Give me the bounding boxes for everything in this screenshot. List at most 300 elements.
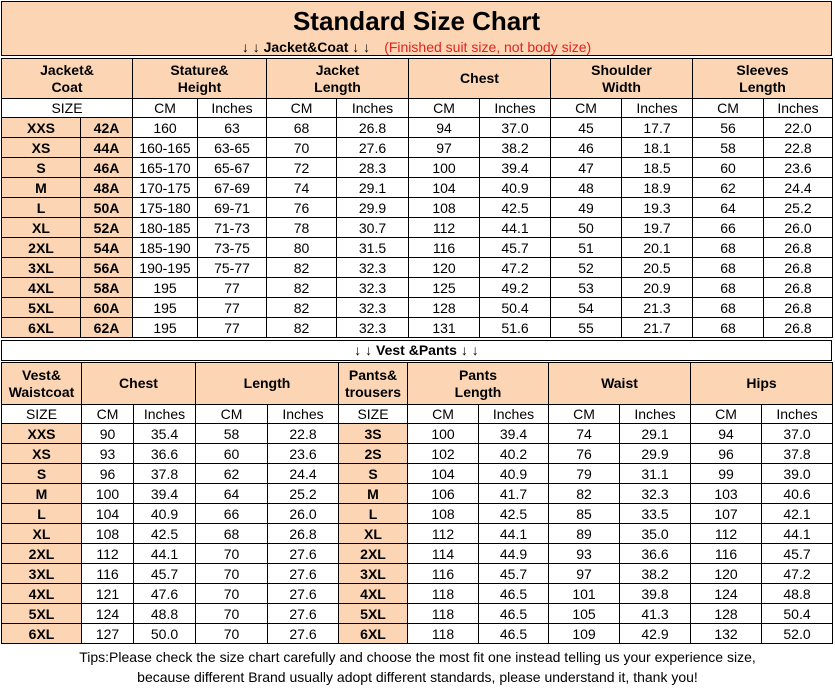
measurement-cell: 103 xyxy=(691,484,762,504)
table-row xyxy=(2,504,833,524)
measurement-cell: 93 xyxy=(549,544,620,564)
unit-header: SIZE xyxy=(339,405,408,424)
unit-header: Inches xyxy=(620,405,691,424)
header-waist xyxy=(549,363,691,405)
measurement-cell: 106 xyxy=(408,484,479,504)
unit-header: CM xyxy=(196,405,268,424)
header-label: Chest xyxy=(460,70,499,86)
measurement-cell: 68 xyxy=(196,524,268,544)
measurement-cell: 29.1 xyxy=(337,178,409,198)
measurement-cell: 39.4 xyxy=(479,424,549,444)
size-code: XS xyxy=(2,138,81,158)
measurement-cell: 22.0 xyxy=(764,118,833,138)
measurement-cell: 26.8 xyxy=(764,298,833,318)
measurement-cell: 121 xyxy=(82,584,134,604)
measurement-cell: 69-71 xyxy=(198,198,267,218)
size-code: XL xyxy=(2,218,81,238)
measurement-cell: 37.8 xyxy=(134,464,196,484)
measurement-cell: 26.8 xyxy=(764,258,833,278)
measurement-cell: 100 xyxy=(409,158,480,178)
measurement-cell: 32.3 xyxy=(620,484,691,504)
measurement-cell: 99 xyxy=(691,464,762,484)
measurement-cell: 20.9 xyxy=(622,278,693,298)
measurement-cell: 45.7 xyxy=(479,564,549,584)
measurement-cell: 175-180 xyxy=(133,198,198,218)
measurement-cell: 76 xyxy=(267,198,337,218)
measurement-cell: 26.0 xyxy=(764,218,833,238)
measurement-cell: 67-69 xyxy=(198,178,267,198)
measurement-cell: 31.5 xyxy=(337,238,409,258)
measurement-cell: 27.6 xyxy=(268,564,339,584)
measurement-cell: 25.2 xyxy=(268,484,339,504)
table-row xyxy=(2,424,833,444)
measurement-cell: 96 xyxy=(82,464,134,484)
measurement-cell: 37.8 xyxy=(762,444,833,464)
table-row xyxy=(2,178,833,198)
size-code: 3XL xyxy=(2,258,81,278)
measurement-cell: 39.8 xyxy=(620,584,691,604)
jacket-section-banner xyxy=(2,38,831,56)
measurement-cell: 93 xyxy=(82,444,134,464)
measurement-cell: 41.7 xyxy=(479,484,549,504)
measurement-cell: 30.7 xyxy=(337,218,409,238)
measurement-cell: 68 xyxy=(693,258,764,278)
header-chest xyxy=(82,363,196,405)
measurement-cell: 46.5 xyxy=(479,604,549,624)
measurement-cell: 52 xyxy=(551,258,622,278)
unit-header: Inches xyxy=(480,99,551,118)
header-label: Pants Length xyxy=(454,366,502,400)
size-code: 6XL xyxy=(2,624,82,644)
measurement-cell: 116 xyxy=(409,238,480,258)
size-code: L xyxy=(2,198,81,218)
measurement-cell: 82 xyxy=(267,258,337,278)
table-row xyxy=(2,624,833,644)
measurement-cell: 27.6 xyxy=(268,624,339,644)
measurement-cell: 65-67 xyxy=(198,158,267,178)
measurement-cell: 195 xyxy=(133,298,198,318)
measurement-cell: 29.9 xyxy=(620,444,691,464)
measurement-cell: 116 xyxy=(82,564,134,584)
size-alt-code: 50A xyxy=(81,198,133,218)
measurement-cell: 108 xyxy=(82,524,134,544)
size-code: 2XL xyxy=(2,544,82,564)
measurement-cell: 70 xyxy=(196,584,268,604)
measurement-cell: 74 xyxy=(267,178,337,198)
size-code: L xyxy=(339,504,408,524)
measurement-cell: 125 xyxy=(409,278,480,298)
tips-line: because different Brand usually adopt different standards, please understand it, thank you! xyxy=(137,669,698,685)
measurement-cell: 44.1 xyxy=(762,524,833,544)
measurement-cell: 27.6 xyxy=(268,604,339,624)
measurement-cell: 24.4 xyxy=(268,464,339,484)
measurement-cell: 112 xyxy=(409,218,480,238)
measurement-cell: 112 xyxy=(82,544,134,564)
measurement-cell: 47.2 xyxy=(762,564,833,584)
size-alt-code: 56A xyxy=(81,258,133,278)
measurement-cell: 39.0 xyxy=(762,464,833,484)
size-alt-code: 52A xyxy=(81,218,133,238)
measurement-cell: 45 xyxy=(551,118,622,138)
measurement-cell: 60 xyxy=(196,444,268,464)
title-banner xyxy=(1,1,832,56)
measurement-cell: 50 xyxy=(551,218,622,238)
measurement-cell: 32.3 xyxy=(337,298,409,318)
measurement-cell: 23.6 xyxy=(268,444,339,464)
measurement-cell: 120 xyxy=(409,258,480,278)
size-alt-code: 60A xyxy=(81,298,133,318)
size-code: 2XL xyxy=(339,544,408,564)
measurement-cell: 70 xyxy=(267,138,337,158)
measurement-cell: 94 xyxy=(691,424,762,444)
measurement-cell: 32.3 xyxy=(337,258,409,278)
unit-header: CM xyxy=(551,99,622,118)
measurement-cell: 76 xyxy=(549,444,620,464)
measurement-cell: 55 xyxy=(551,318,622,338)
measurement-cell: 104 xyxy=(409,178,480,198)
measurement-cell: 49.2 xyxy=(480,278,551,298)
measurement-cell: 19.7 xyxy=(622,218,693,238)
measurement-cell: 31.1 xyxy=(620,464,691,484)
measurement-cell: 56 xyxy=(693,118,764,138)
measurement-cell: 82 xyxy=(267,298,337,318)
measurement-cell: 45.7 xyxy=(762,544,833,564)
measurement-cell: 40.9 xyxy=(134,504,196,524)
unit-header: CM xyxy=(408,405,479,424)
measurement-cell: 104 xyxy=(82,504,134,524)
measurement-cell: 74 xyxy=(549,424,620,444)
table-row xyxy=(2,198,833,218)
measurement-cell: 64 xyxy=(693,198,764,218)
measurement-cell: 54 xyxy=(551,298,622,318)
measurement-cell: 29.1 xyxy=(620,424,691,444)
measurement-cell: 112 xyxy=(408,524,479,544)
measurement-cell: 26.8 xyxy=(764,278,833,298)
measurement-cell: 36.6 xyxy=(134,444,196,464)
measurement-cell: 36.6 xyxy=(620,544,691,564)
unit-header: CM xyxy=(691,405,762,424)
size-code: 4XL xyxy=(339,584,408,604)
header-pants-trousers xyxy=(339,363,408,405)
measurement-cell: 100 xyxy=(408,424,479,444)
measurement-cell: 46 xyxy=(551,138,622,158)
table-row xyxy=(2,138,833,158)
size-alt-code: 42A xyxy=(81,118,133,138)
measurement-cell: 112 xyxy=(691,524,762,544)
measurement-cell: 75-77 xyxy=(198,258,267,278)
size-code: M xyxy=(2,484,82,504)
size-code: 4XL xyxy=(2,278,81,298)
table-row xyxy=(2,238,833,258)
measurement-cell: 63-65 xyxy=(198,138,267,158)
header-label: Jacket& Coat xyxy=(40,61,94,95)
size-code: 5XL xyxy=(339,604,408,624)
measurement-cell: 77 xyxy=(198,318,267,338)
header-label: Vest& Waistcoat xyxy=(8,366,75,400)
measurement-cell: 90 xyxy=(82,424,134,444)
unit-header: CM xyxy=(693,99,764,118)
unit-header: Inches xyxy=(268,405,339,424)
measurement-cell: 108 xyxy=(408,504,479,524)
size-code: 6XL xyxy=(339,624,408,644)
measurement-cell: 63 xyxy=(198,118,267,138)
measurement-cell: 48.8 xyxy=(762,584,833,604)
measurement-cell: 42.1 xyxy=(762,504,833,524)
measurement-cell: 85 xyxy=(549,504,620,524)
measurement-cell: 37.0 xyxy=(762,424,833,444)
tips-note xyxy=(0,647,835,687)
measurement-cell: 68 xyxy=(693,278,764,298)
measurement-cell: 80 xyxy=(267,238,337,258)
table-row xyxy=(2,584,833,604)
measurement-cell: 96 xyxy=(691,444,762,464)
measurement-cell: 116 xyxy=(691,544,762,564)
measurement-cell: 37.0 xyxy=(480,118,551,138)
measurement-cell: 26.0 xyxy=(268,504,339,524)
vest-section-banner: ↓ ↓ Vest &Pants ↓ ↓ xyxy=(1,340,832,361)
unit-header: Inches xyxy=(762,405,833,424)
measurement-cell: 32.3 xyxy=(337,318,409,338)
measurement-cell: 35.4 xyxy=(134,424,196,444)
measurement-cell: 64 xyxy=(196,484,268,504)
measurement-cell: 18.9 xyxy=(622,178,693,198)
measurement-cell: 28.3 xyxy=(337,158,409,178)
measurement-cell: 68 xyxy=(693,238,764,258)
measurement-cell: 27.6 xyxy=(268,584,339,604)
size-code: 3XL xyxy=(339,564,408,584)
size-code: 5XL xyxy=(2,298,81,318)
measurement-cell: 47 xyxy=(551,158,622,178)
measurement-cell: 82 xyxy=(549,484,620,504)
size-code: S xyxy=(339,464,408,484)
measurement-cell: 22.8 xyxy=(764,138,833,158)
table-row xyxy=(2,544,833,564)
measurement-cell: 41.3 xyxy=(620,604,691,624)
size-code: XL xyxy=(339,524,408,544)
unit-header: Inches xyxy=(198,99,267,118)
measurement-cell: 118 xyxy=(408,584,479,604)
header-sleeves-length xyxy=(693,59,833,99)
measurement-cell: 73-75 xyxy=(198,238,267,258)
table-row xyxy=(2,258,833,278)
measurement-cell: 50.4 xyxy=(480,298,551,318)
measurement-cell: 26.8 xyxy=(764,238,833,258)
measurement-cell: 20.5 xyxy=(622,258,693,278)
measurement-cell: 105 xyxy=(549,604,620,624)
measurement-cell: 62 xyxy=(693,178,764,198)
table-row xyxy=(2,484,833,504)
measurement-cell: 185-190 xyxy=(133,238,198,258)
measurement-cell: 78 xyxy=(267,218,337,238)
header-label: Pants& trousers xyxy=(344,366,402,400)
size-code: L xyxy=(2,504,82,524)
measurement-cell: 33.5 xyxy=(620,504,691,524)
measurement-cell: 132 xyxy=(691,624,762,644)
header-label: Sleeves Length xyxy=(736,61,789,95)
measurement-cell: 109 xyxy=(549,624,620,644)
vest-pants-size-table xyxy=(1,362,833,644)
measurement-cell: 195 xyxy=(133,318,198,338)
measurement-cell: 82 xyxy=(267,278,337,298)
measurement-cell: 44.1 xyxy=(479,524,549,544)
table-row xyxy=(2,604,833,624)
measurement-cell: 68 xyxy=(267,118,337,138)
size-code: S xyxy=(2,158,81,178)
measurement-cell: 108 xyxy=(409,198,480,218)
unit-header: Inches xyxy=(622,99,693,118)
table-row xyxy=(2,298,833,318)
measurement-cell: 44.1 xyxy=(134,544,196,564)
measurement-cell: 47.6 xyxy=(134,584,196,604)
measurement-cell: 170-175 xyxy=(133,178,198,198)
header-hips xyxy=(691,363,833,405)
measurement-cell: 97 xyxy=(549,564,620,584)
size-code: 2S xyxy=(339,444,408,464)
measurement-cell: 26.8 xyxy=(337,118,409,138)
measurement-cell: 25.2 xyxy=(764,198,833,218)
header-label: Hips xyxy=(746,375,777,391)
measurement-cell: 116 xyxy=(408,564,479,584)
measurement-cell: 68 xyxy=(693,318,764,338)
measurement-cell: 70 xyxy=(196,544,268,564)
measurement-cell: 131 xyxy=(409,318,480,338)
unit-header: SIZE xyxy=(2,405,82,424)
measurement-cell: 165-170 xyxy=(133,158,198,178)
page-title: Standard Size Chart xyxy=(292,6,541,36)
table-row xyxy=(2,278,833,298)
header-jacket-length xyxy=(267,59,409,99)
size-alt-code: 62A xyxy=(81,318,133,338)
header-label: Chest xyxy=(119,375,158,391)
table-row xyxy=(2,444,833,464)
measurement-cell: 195 xyxy=(133,278,198,298)
measurement-cell: 48 xyxy=(551,178,622,198)
size-code: XXS xyxy=(2,118,81,138)
measurement-cell: 42.5 xyxy=(479,504,549,524)
measurement-cell: 45.7 xyxy=(134,564,196,584)
table-row xyxy=(2,464,833,484)
size-code: M xyxy=(2,178,81,198)
measurement-cell: 47.2 xyxy=(480,258,551,278)
unit-header: Inches xyxy=(337,99,409,118)
jacket-size-table xyxy=(1,58,833,338)
header-stature-height xyxy=(133,59,267,99)
measurement-cell: 62 xyxy=(196,464,268,484)
measurement-cell: 104 xyxy=(408,464,479,484)
measurement-cell: 35.0 xyxy=(620,524,691,544)
size-code: 3S xyxy=(339,424,408,444)
table-row xyxy=(2,524,833,544)
measurement-cell: 19.3 xyxy=(622,198,693,218)
measurement-cell: 180-185 xyxy=(133,218,198,238)
measurement-cell: 17.7 xyxy=(622,118,693,138)
measurement-cell: 118 xyxy=(408,624,479,644)
measurement-cell: 40.9 xyxy=(480,178,551,198)
measurement-cell: 94 xyxy=(409,118,480,138)
measurement-cell: 48.8 xyxy=(134,604,196,624)
size-code: XS xyxy=(2,444,82,464)
header-length xyxy=(196,363,339,405)
measurement-cell: 44.9 xyxy=(479,544,549,564)
unit-header: CM xyxy=(549,405,620,424)
measurement-cell: 66 xyxy=(693,218,764,238)
unit-header: Inches xyxy=(764,99,833,118)
measurement-cell: 66 xyxy=(196,504,268,524)
measurement-cell: 18.1 xyxy=(622,138,693,158)
measurement-cell: 114 xyxy=(408,544,479,564)
size-code: M xyxy=(339,484,408,504)
header-chest xyxy=(409,59,551,99)
measurement-cell: 42.5 xyxy=(480,198,551,218)
size-alt-code: 48A xyxy=(81,178,133,198)
unit-header: CM xyxy=(267,99,337,118)
measurement-cell: 82 xyxy=(267,318,337,338)
measurement-cell: 26.8 xyxy=(268,524,339,544)
measurement-cell: 72 xyxy=(267,158,337,178)
measurement-cell: 70 xyxy=(196,624,268,644)
measurement-cell: 71-73 xyxy=(198,218,267,238)
measurement-cell: 107 xyxy=(691,504,762,524)
measurement-cell: 26.8 xyxy=(764,318,833,338)
measurement-cell: 39.4 xyxy=(480,158,551,178)
measurement-cell: 77 xyxy=(198,298,267,318)
measurement-cell: 190-195 xyxy=(133,258,198,278)
measurement-cell: 42.5 xyxy=(134,524,196,544)
table-row xyxy=(2,218,833,238)
size-code: 2XL xyxy=(2,238,81,258)
measurement-cell: 101 xyxy=(549,584,620,604)
measurement-cell: 128 xyxy=(409,298,480,318)
unit-header: Inches xyxy=(479,405,549,424)
measurement-cell: 60 xyxy=(693,158,764,178)
table-row xyxy=(2,118,833,138)
measurement-cell: 70 xyxy=(196,604,268,624)
table-row xyxy=(2,158,833,178)
measurement-cell: 21.7 xyxy=(622,318,693,338)
measurement-cell: 70 xyxy=(196,564,268,584)
size-alt-code: 58A xyxy=(81,278,133,298)
header-jacket-coat xyxy=(2,59,133,99)
measurement-cell: 120 xyxy=(691,564,762,584)
measurement-cell: 49 xyxy=(551,198,622,218)
measurement-cell: 89 xyxy=(549,524,620,544)
measurement-cell: 102 xyxy=(408,444,479,464)
measurement-cell: 52.0 xyxy=(762,624,833,644)
unit-header: CM xyxy=(409,99,480,118)
measurement-cell: 68 xyxy=(693,298,764,318)
size-code: S xyxy=(2,464,82,484)
size-alt-code: 54A xyxy=(81,238,133,258)
measurement-cell: 40.6 xyxy=(762,484,833,504)
unit-header: CM xyxy=(82,405,134,424)
size-label: SIZE xyxy=(2,99,133,118)
measurement-cell: 160-165 xyxy=(133,138,198,158)
measurement-cell: 127 xyxy=(82,624,134,644)
unit-header: Inches xyxy=(134,405,196,424)
measurement-cell: 46.5 xyxy=(479,624,549,644)
measurement-cell: 22.8 xyxy=(268,424,339,444)
measurement-cell: 40.9 xyxy=(479,464,549,484)
header-vest-waistcoat xyxy=(2,363,82,405)
measurement-cell: 29.9 xyxy=(337,198,409,218)
measurement-cell: 46.5 xyxy=(479,584,549,604)
header-label: Shoulder Width xyxy=(591,61,652,95)
measurement-cell: 20.1 xyxy=(622,238,693,258)
measurement-cell: 18.5 xyxy=(622,158,693,178)
header-label: Stature& Height xyxy=(170,61,229,95)
table-row xyxy=(2,564,833,584)
size-code: 5XL xyxy=(2,604,82,624)
